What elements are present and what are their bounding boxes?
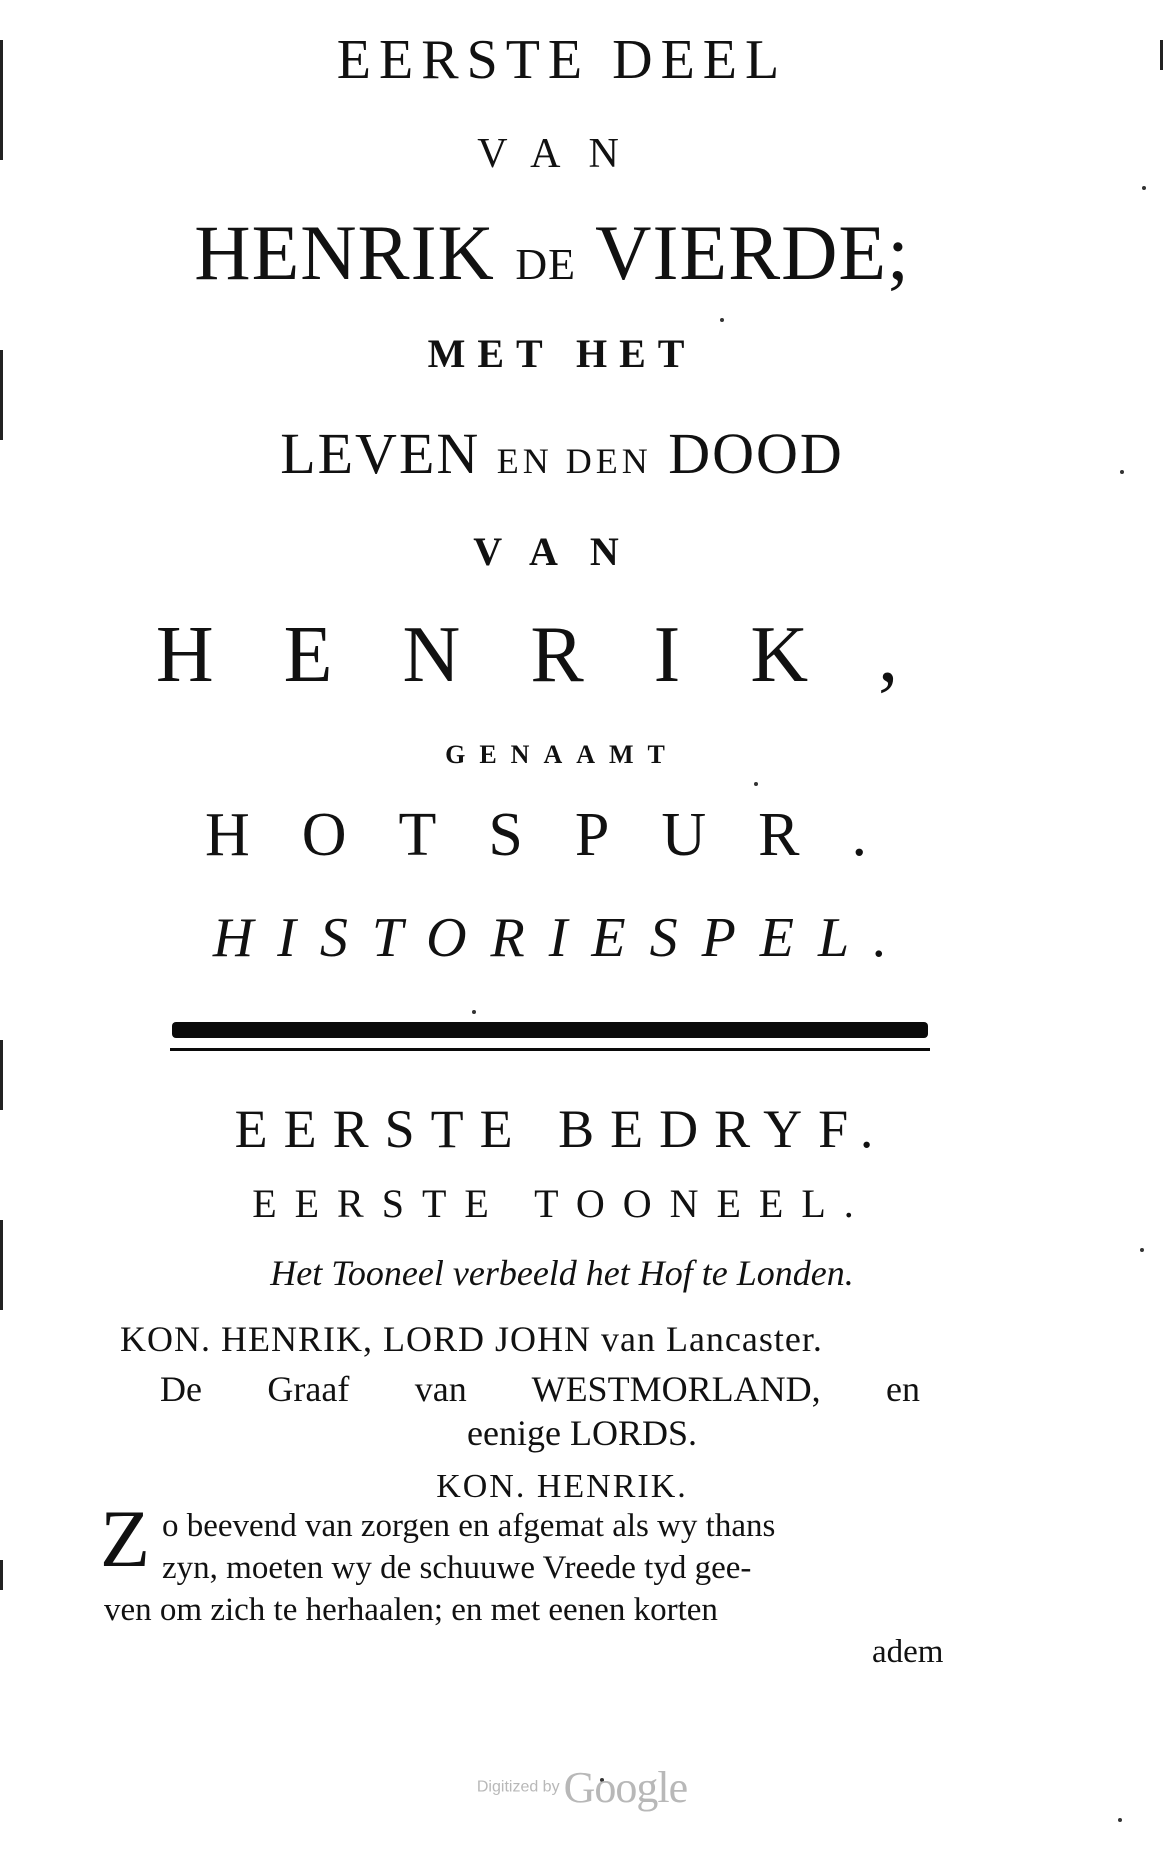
ink-speck (1118, 1818, 1122, 1822)
title-henrik: HENRIK (194, 209, 495, 296)
cast-list-line-1: KON. HENRIK, LORD JOHN van Lancaster. (120, 1319, 823, 1359)
scene-setting: Het Tooneel verbeeld het Hof te Londen. (270, 1253, 854, 1293)
title-dood: DOOD (668, 421, 844, 486)
scan-edge-mark (1160, 40, 1163, 70)
verse-line: ven om zich te herhaalen; en met eenen korten (104, 1592, 718, 1628)
title-vierde: VIERDE; (595, 209, 910, 296)
verse-line: o beevend van zorgen en afgemat als wy thans (162, 1508, 776, 1544)
cast-list-line-3: eenige LORDS. (467, 1413, 697, 1453)
digitized-watermark (0, 1762, 1164, 1813)
title-line-henrik: HENRIK, (155, 611, 969, 699)
ink-speck (1142, 186, 1146, 190)
title-line-met-het: MET HET (427, 331, 697, 376)
thin-divider-rule (170, 1048, 930, 1051)
title-en-den: EN DEN (496, 441, 652, 481)
title-line-genaamt: GENAAMT (445, 740, 679, 769)
title-line-leven-en-den-dood (0, 420, 1144, 487)
title-de: DE (515, 240, 577, 289)
scene-heading: EERSTE TOONEEL. (252, 1181, 872, 1226)
watermark-brand: Google (563, 1763, 688, 1812)
cast-list-line-2: De Graaf van WESTMORLAND, en (160, 1369, 920, 1409)
ink-speck (754, 782, 758, 786)
speaker-name: KON. HENRIK. (436, 1468, 688, 1505)
title-line-hotspur: HOTSPUR. (204, 801, 919, 869)
title-line-historiespel: HISTORIESPEL. (212, 907, 912, 969)
catchword: adem (872, 1634, 944, 1670)
scan-edge-mark (0, 1560, 3, 1590)
title-line-henrik-de-vierde (0, 208, 1134, 298)
drop-cap: Z (100, 1493, 151, 1584)
watermark-prefix: Digitized by (476, 1778, 560, 1796)
ink-speck (472, 1010, 476, 1014)
title-line-van: VAN (477, 131, 647, 177)
act-heading: EERSTE BEDRYF. (234, 1099, 890, 1159)
ink-speck (720, 318, 724, 322)
title-line-van-2: VAN (473, 529, 651, 574)
thick-divider-rule (172, 1022, 928, 1038)
title-leven: LEVEN (280, 421, 481, 486)
title-line-eerste-deel: EERSTE DEEL (336, 29, 788, 91)
verse-line: zyn, moeten wy de schuuwe Vreede tyd gee- (162, 1550, 752, 1586)
